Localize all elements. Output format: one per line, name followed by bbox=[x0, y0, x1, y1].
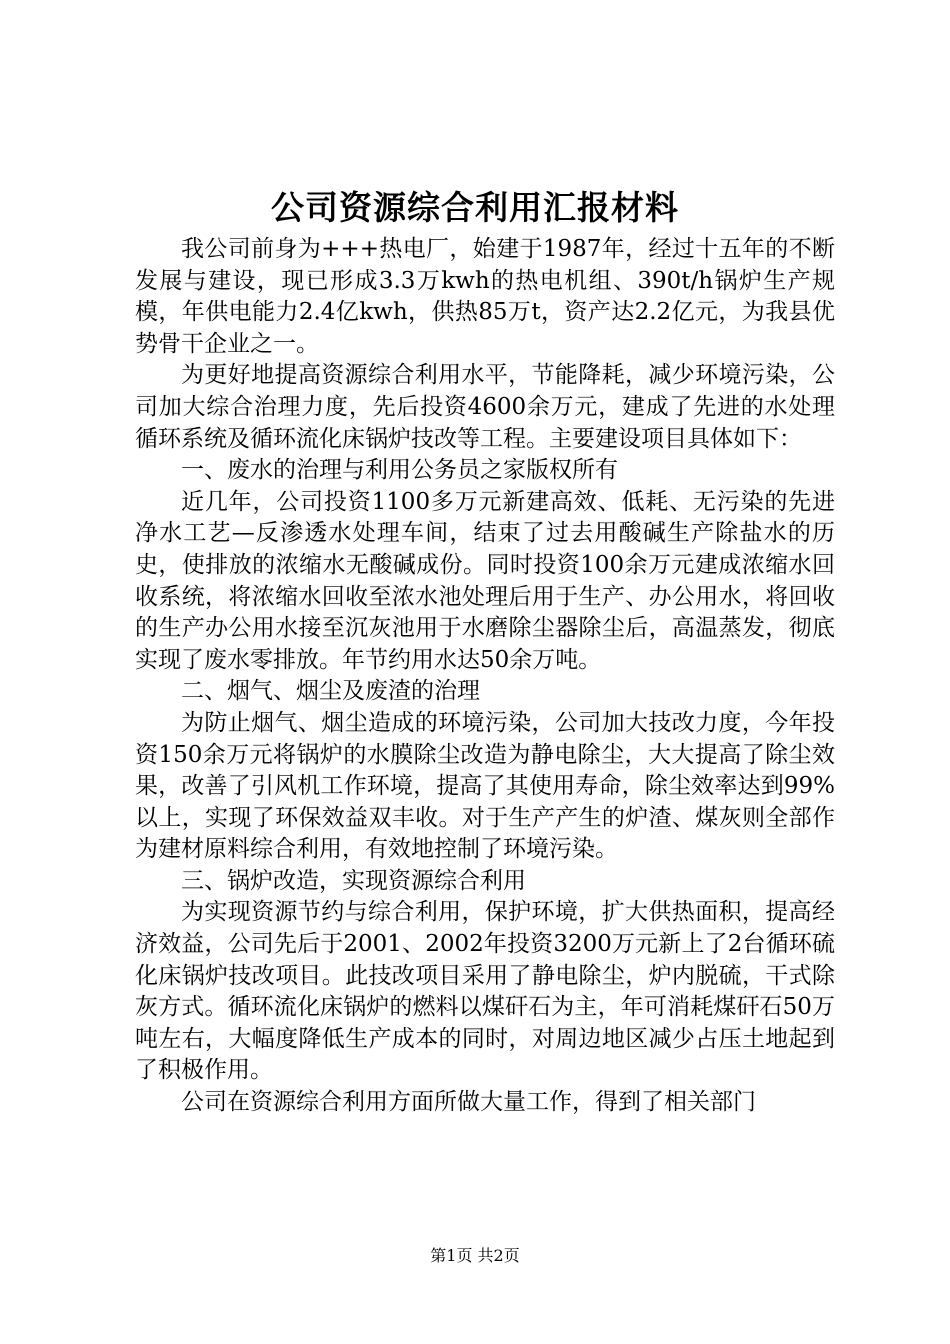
paragraph-flue-gas: 为防止烟气、烟尘造成的环境污染，公司加大技改力度，今年投资150余万元将锅炉的水膜除尘改造为静电除尘，大大提高了除尘效果，改善了引风机工作环境，提高了其使用寿命，除尘效率达到99%以上，实现了环保效益双丰收。对于生产产生的炉渣、煤灰则全部作为建材原料综合利用，有效地控制了环境污染。 bbox=[135, 709, 835, 863]
section-heading-flue-gas: 二、烟气、烟尘及废渣的治理 bbox=[181, 678, 480, 705]
document-body bbox=[135, 234, 835, 1119]
page-indicator: 第1页 共2页 bbox=[430, 1246, 520, 1265]
paragraph-company-intro: 我公司前身为+++热电厂，始建于1987年，经过十五年的不断发展与建设，现已形成3.3万kwh的热电机组、390t/h锅炉生产规模，年供电能力2.4亿kwh，供热85万t，资产达2.2亿元，为我县优势骨干企业之一。 bbox=[135, 236, 835, 357]
paragraph-closing: 公司在资源综合利用方面所做大量工作，得到了相关部门 bbox=[181, 1089, 756, 1116]
paragraph-wastewater: 近几年，公司投资1100多万元新建高效、低耗、无污染的先进净水工艺—反渗透水处理车间，结束了过去用酸碱生产除盐水的历史，使排放的浓缩水无酸碱成份。同时投资100余万元建成浓缩水回收系统，将浓缩水回收至浓水池处理后用于生产、办公用水，将回收的生产办公用水接至沉灰池用于水磨除尘器除尘后，高温蒸发，彻底实现了废水零排放。年节约用水达50余万吨。 bbox=[135, 488, 835, 673]
document-title: 公司资源综合利用汇报材料 bbox=[271, 188, 679, 227]
section-heading-boiler: 三、锅炉改造，实现资源综合利用 bbox=[181, 867, 526, 894]
section-heading-wastewater: 一、废水的治理与利用公务员之家版权所有 bbox=[181, 457, 618, 484]
paragraph-investment-overview: 为更好地提高资源综合利用水平，节能降耗，减少环境污染，公司加大综合治理力度，先后投资4600余万元，建成了先进的水处理循环系统及循环流化床锅炉技改等工程。主要建设项目具体如下： bbox=[135, 362, 835, 452]
paragraph-boiler: 为实现资源节约与综合利用，保护环境，扩大供热面积，提高经济效益，公司先后于2001、2002年投资3200万元新上了2台循环硫化床锅炉技改项目。此技改项目采用了静电除尘，炉内脱硫，干式除灰方式。循环流化床锅炉的燃料以煤矸石为主，年可消耗煤矸石50万吨左右，大幅度降低生产成本的同时，对周边地区减少占压土地起到了积极作用。 bbox=[135, 899, 835, 1084]
